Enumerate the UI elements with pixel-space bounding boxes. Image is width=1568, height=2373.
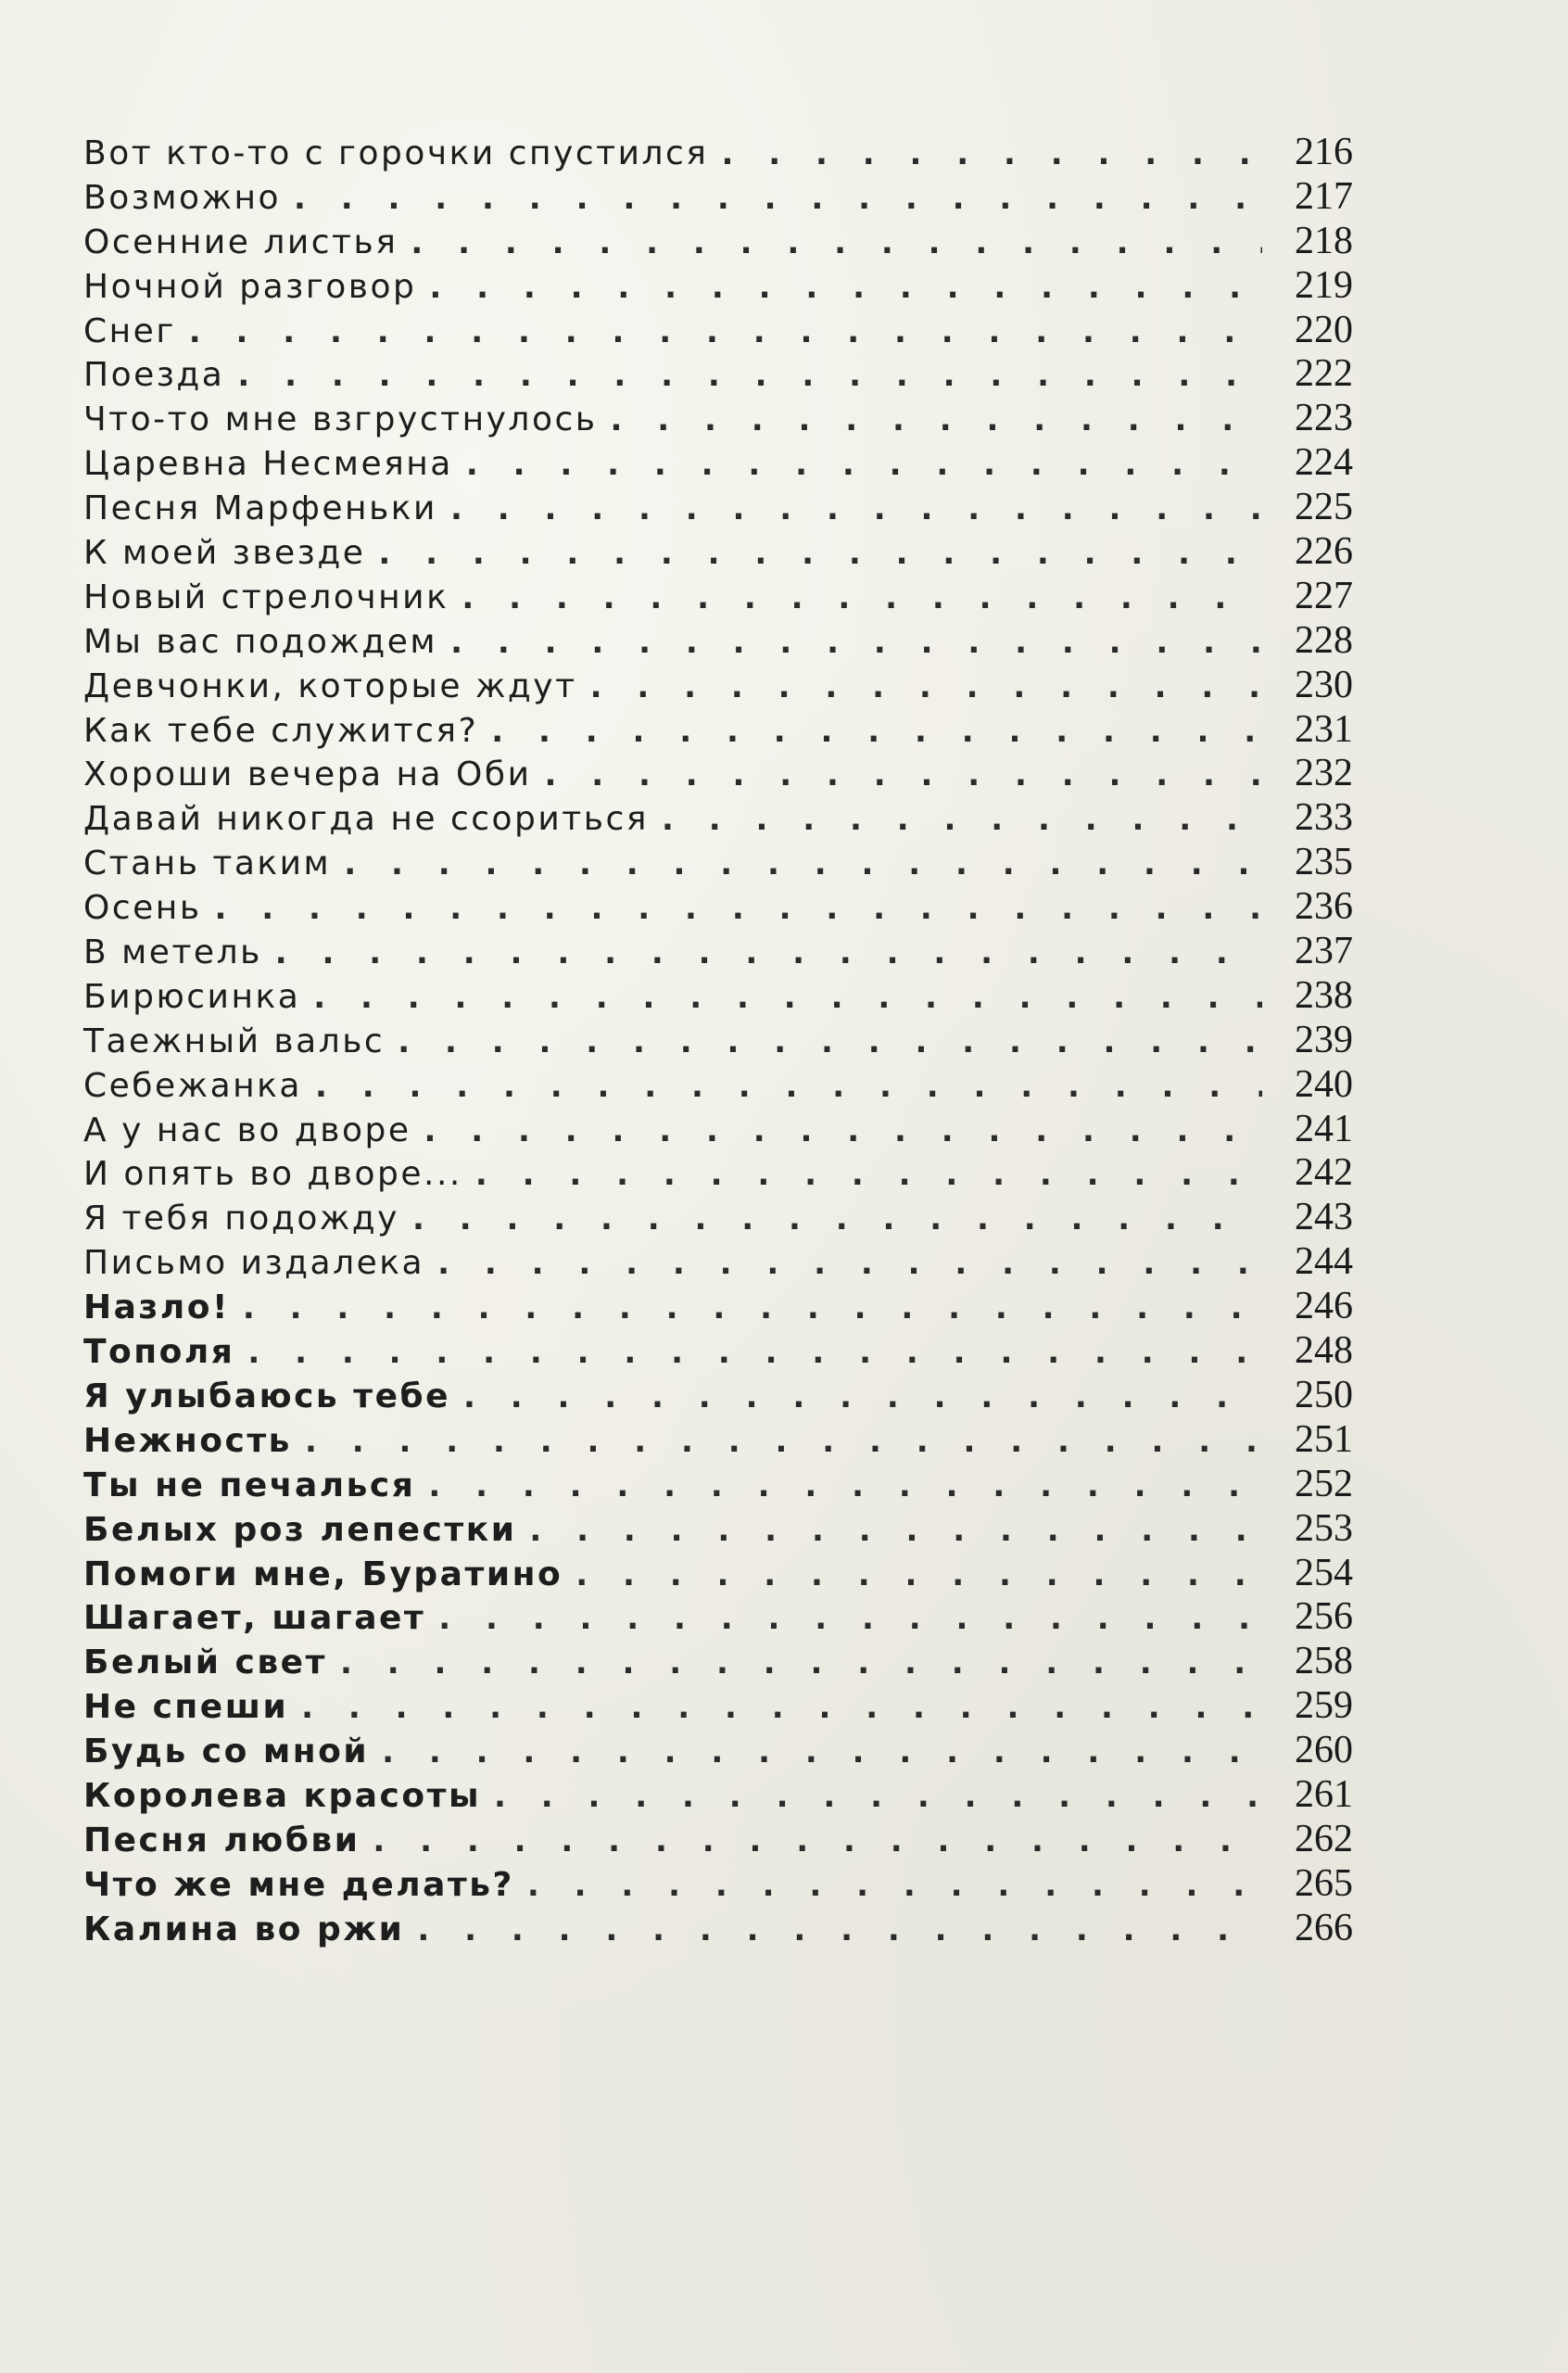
toc-dot-leader	[215, 890, 1262, 927]
toc-entry-page-number: 246	[1295, 1285, 1353, 1328]
toc-entry-4	[83, 263, 1353, 308]
toc-entry-1	[83, 130, 1353, 174]
toc-dot-leader	[590, 668, 1262, 705]
toc-entry-title: Мы вас подождем	[83, 622, 438, 661]
toc-entry-18	[83, 884, 1353, 929]
toc-entry-page-number: 244	[1295, 1240, 1353, 1284]
toc-entry-page-number: 258	[1295, 1640, 1353, 1683]
toc-entry-15	[83, 751, 1353, 795]
toc-entry-page-number: 239	[1295, 1018, 1353, 1061]
toc-entry-34	[83, 1594, 1353, 1639]
toc-entry-39	[83, 1817, 1353, 1861]
toc-entry-page-number: 240	[1295, 1062, 1353, 1106]
toc-entry-title: Ночной разговор	[83, 267, 417, 306]
toc-entry-12	[83, 618, 1353, 663]
toc-entry-3	[83, 219, 1353, 263]
toc-dot-leader	[294, 180, 1262, 217]
toc-entry-page-number: 237	[1295, 930, 1353, 973]
toc-dot-leader	[491, 713, 1262, 750]
toc-entry-14	[83, 707, 1353, 752]
toc-entry-29	[83, 1373, 1353, 1417]
toc-dot-leader	[315, 1068, 1262, 1105]
toc-entry-title: Не спеши	[83, 1688, 289, 1727]
toc-dot-leader	[189, 313, 1262, 350]
toc-entry-title: Что же мне делать?	[83, 1865, 514, 1904]
toc-entry-title: В метель	[83, 933, 262, 972]
toc-dot-leader	[344, 845, 1262, 882]
toc-entry-page-number: 218	[1295, 219, 1353, 262]
toc-dot-leader	[662, 801, 1262, 838]
toc-entry-title: Песня любви	[83, 1821, 360, 1859]
toc-entry-page-number: 262	[1295, 1817, 1353, 1860]
toc-entry-page-number: 222	[1295, 352, 1353, 396]
toc-entry-title: Я тебя подожду	[83, 1199, 399, 1238]
toc-entry-24	[83, 1150, 1353, 1195]
toc-entry-25	[83, 1195, 1353, 1239]
toc-entry-page-number: 225	[1295, 486, 1353, 529]
toc-entry-page-number: 217	[1295, 174, 1353, 218]
toc-entry-title: И опять во дворе...	[83, 1155, 462, 1194]
toc-dot-leader	[544, 756, 1262, 793]
toc-dot-leader	[466, 446, 1262, 483]
toc-entry-title: Нежность	[83, 1421, 292, 1460]
toc-dot-leader	[721, 135, 1262, 172]
toc-entry-page-number: 236	[1295, 885, 1353, 929]
toc-entry-page-number: 233	[1295, 796, 1353, 840]
toc-entry-7	[83, 396, 1353, 440]
toc-entry-page-number: 261	[1295, 1772, 1353, 1816]
toc-dot-leader	[378, 535, 1262, 572]
toc-entry-title: Шагает, шагает	[83, 1599, 426, 1638]
toc-dot-leader	[398, 1023, 1262, 1060]
toc-entry-title: Таежный вальс	[83, 1022, 386, 1060]
toc-entry-16	[83, 795, 1353, 840]
toc-entry-title: Поезда	[83, 356, 225, 395]
toc-entry-title: Девчонки, которые ждут	[83, 666, 577, 705]
toc-entry-title: Ты не печалься	[83, 1466, 416, 1504]
toc-entry-33	[83, 1551, 1353, 1595]
toc-entry-22	[83, 1062, 1353, 1107]
toc-entry-23	[83, 1107, 1353, 1151]
toc-entry-37	[83, 1728, 1353, 1772]
toc-entry-title: Письмо издалека	[83, 1244, 425, 1283]
toc-entry-title: Осенние листья	[83, 222, 398, 261]
table-of-contents	[83, 130, 1353, 1950]
toc-entry-page-number: 216	[1295, 131, 1353, 173]
toc-entry-31	[83, 1462, 1353, 1506]
toc-dot-leader	[463, 1378, 1262, 1415]
toc-entry-page-number: 219	[1295, 263, 1353, 307]
toc-entry-5	[83, 308, 1353, 352]
toc-entry-title: Королева красоты	[83, 1776, 482, 1815]
toc-entry-page-number: 223	[1295, 397, 1353, 440]
toc-entry-page-number: 259	[1295, 1684, 1353, 1728]
toc-entry-title: Царевна Несмеяна	[83, 445, 453, 484]
toc-dot-leader	[575, 1556, 1262, 1593]
toc-entry-21	[83, 1018, 1353, 1062]
toc-entry-page-number: 220	[1295, 308, 1353, 351]
toc-entry-19	[83, 929, 1353, 973]
toc-entry-title: Новый стрелочник	[83, 577, 449, 616]
toc-entry-title: Помоги мне, Буратино	[83, 1555, 563, 1593]
toc-entry-page-number: 265	[1295, 1861, 1353, 1905]
toc-entry-page-number: 224	[1295, 441, 1353, 485]
toc-entry-title: Калина во ржи	[83, 1910, 405, 1948]
toc-entry-page-number: 260	[1295, 1729, 1353, 1772]
toc-dot-leader	[462, 579, 1262, 616]
toc-dot-leader	[301, 1689, 1262, 1726]
toc-entry-title: Я улыбаюсь тебе	[83, 1377, 451, 1415]
toc-entry-28	[83, 1328, 1353, 1373]
toc-entry-title: Белых роз лепестки	[83, 1510, 517, 1549]
toc-entry-title: Что-то мне взгрустнулось	[83, 400, 598, 439]
toc-entry-11	[83, 574, 1353, 618]
toc-entry-page-number: 227	[1295, 574, 1353, 617]
toc-entry-9	[83, 485, 1353, 529]
toc-dot-leader	[275, 934, 1262, 971]
toc-entry-6	[83, 351, 1353, 396]
toc-entry-page-number: 235	[1295, 841, 1353, 884]
toc-entry-title: Тополя	[83, 1333, 235, 1372]
toc-entry-title: Назло!	[83, 1288, 230, 1327]
toc-entry-page-number: 242	[1295, 1151, 1353, 1195]
toc-dot-leader	[610, 401, 1262, 438]
toc-entry-title: Снег	[83, 311, 176, 350]
toc-entry-page-number: 256	[1295, 1595, 1353, 1639]
toc-dot-leader	[340, 1644, 1262, 1681]
toc-entry-title: К моей звезде	[83, 534, 366, 573]
toc-entry-page-number: 252	[1295, 1462, 1353, 1505]
toc-entry-title: Вот кто-то с горочки спустился	[83, 134, 709, 172]
toc-dot-leader	[437, 1245, 1262, 1282]
toc-entry-page-number: 251	[1295, 1417, 1353, 1461]
toc-entry-page-number: 231	[1295, 707, 1353, 751]
toc-entry-page-number: 253	[1295, 1506, 1353, 1550]
toc-entry-page-number: 243	[1295, 1196, 1353, 1239]
toc-entry-40	[83, 1861, 1353, 1906]
toc-entry-title: Давай никогда не ссориться	[83, 800, 649, 839]
toc-dot-leader	[429, 269, 1262, 306]
toc-dot-leader	[450, 490, 1262, 527]
toc-dot-leader	[424, 1112, 1262, 1149]
toc-entry-title: Как тебе служится?	[83, 711, 479, 750]
toc-entry-36	[83, 1683, 1353, 1728]
toc-entry-41	[83, 1906, 1353, 1950]
toc-entry-2	[83, 174, 1353, 219]
toc-dot-leader	[428, 1467, 1262, 1504]
toc-entry-page-number: 250	[1295, 1373, 1353, 1416]
toc-entry-title: Стань таким	[83, 844, 332, 883]
toc-dot-leader	[450, 624, 1262, 661]
toc-entry-page-number: 248	[1295, 1329, 1353, 1373]
toc-entry-page-number: 230	[1295, 663, 1353, 706]
toc-dot-leader	[237, 357, 1262, 394]
toc-entry-page-number: 226	[1295, 530, 1353, 574]
toc-entry-page-number: 232	[1295, 752, 1353, 795]
toc-entry-page-number: 266	[1295, 1906, 1353, 1949]
toc-entry-page-number: 254	[1295, 1551, 1353, 1594]
toc-dot-leader	[529, 1512, 1262, 1549]
toc-entry-26	[83, 1239, 1353, 1284]
toc-dot-leader	[438, 1600, 1262, 1637]
toc-dot-leader	[411, 224, 1262, 261]
toc-entry-32	[83, 1506, 1353, 1551]
toc-entry-page-number: 241	[1295, 1107, 1353, 1150]
toc-dot-leader	[382, 1733, 1262, 1770]
toc-dot-leader	[305, 1423, 1262, 1460]
toc-entry-38	[83, 1772, 1353, 1817]
toc-dot-leader	[247, 1334, 1262, 1371]
toc-dot-leader	[412, 1200, 1262, 1237]
toc-dot-leader	[475, 1156, 1262, 1193]
toc-entry-27	[83, 1284, 1353, 1328]
toc-entry-title: А у нас во дворе	[83, 1110, 411, 1149]
toc-dot-leader	[243, 1289, 1262, 1326]
toc-entry-title: Песня Марфеньки	[83, 489, 437, 528]
toc-entry-title: Белый свет	[83, 1643, 327, 1682]
toc-entry-8	[83, 440, 1353, 485]
toc-dot-leader	[527, 1867, 1262, 1904]
toc-entry-title: Осень	[83, 889, 202, 928]
toc-dot-leader	[373, 1822, 1262, 1859]
toc-entry-30	[83, 1417, 1353, 1462]
toc-dot-leader	[417, 1911, 1262, 1948]
toc-entry-title: Себежанка	[83, 1066, 302, 1105]
toc-entry-title: Будь со мной	[83, 1732, 370, 1771]
toc-entry-20	[83, 973, 1353, 1018]
toc-entry-title: Хороши вечера на Оби	[83, 755, 532, 794]
toc-entry-title: Возможно	[83, 178, 282, 217]
toc-entry-title: Бирюсинка	[83, 977, 301, 1016]
toc-entry-17	[83, 840, 1353, 884]
toc-dot-leader	[494, 1778, 1262, 1815]
toc-entry-page-number: 238	[1295, 973, 1353, 1017]
toc-dot-leader	[313, 979, 1262, 1016]
toc-entry-13	[83, 663, 1353, 707]
toc-entry-page-number: 228	[1295, 618, 1353, 662]
toc-entry-10	[83, 529, 1353, 574]
toc-entry-35	[83, 1639, 1353, 1683]
